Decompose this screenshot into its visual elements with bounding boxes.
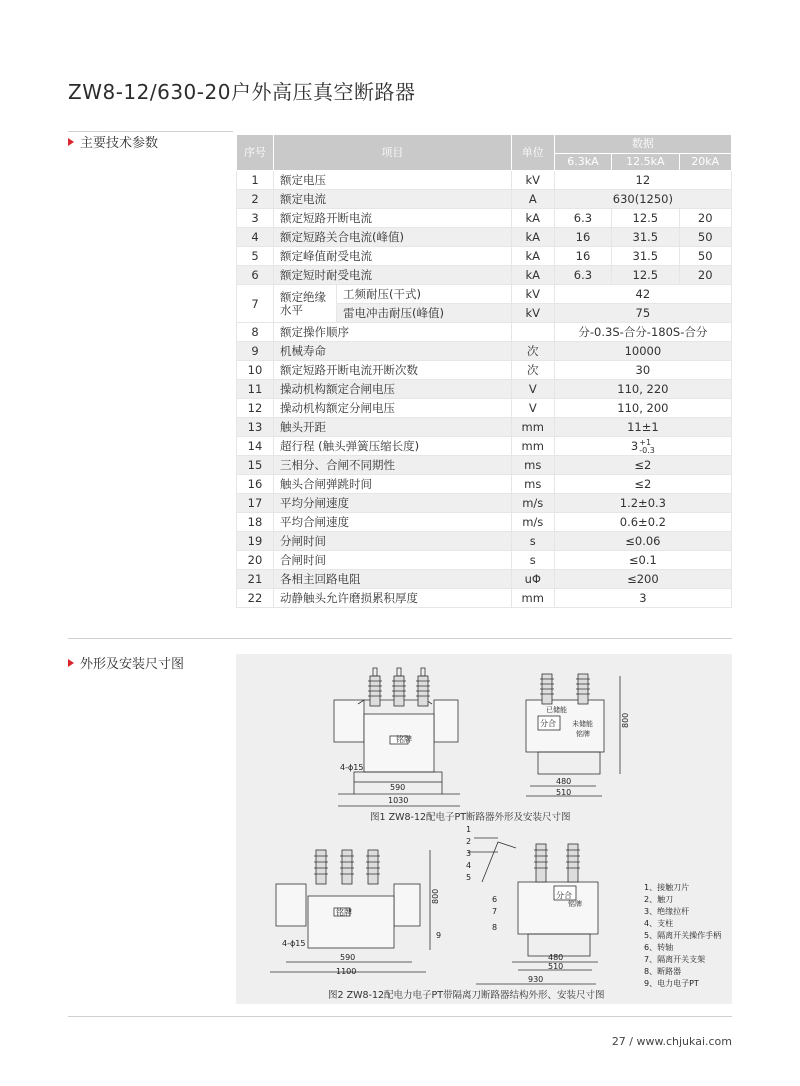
section-heading-outline	[68, 653, 184, 672]
drawing-panel	[236, 654, 732, 1004]
technical-drawings	[236, 654, 732, 1004]
legend-item: 9、电力电子PT	[644, 979, 699, 988]
table-row: 22 动静触头允许磨损累积厚度 mm 3	[237, 589, 732, 608]
fig2-nameplate2-label: 铭牌	[568, 900, 582, 908]
arrow-icon	[68, 659, 74, 667]
fig2-dim-480: 480	[548, 953, 564, 962]
fig2-caption: 图2 ZW8-12配电力电子PT带隔离刀断路器结构外形、安装尺寸图	[328, 990, 605, 1001]
fig2-dim-590: 590	[340, 953, 356, 962]
fig2-dim-1100: 1100	[336, 967, 357, 976]
header-data: 数据	[554, 135, 731, 154]
fig2-callout-9: 9	[436, 931, 442, 940]
fig2-side-view	[468, 838, 598, 984]
header-sub-20ka: 20kA	[679, 154, 732, 171]
fig1-stored-label: 已储能	[546, 706, 567, 714]
table-row: 10 额定短路开断电流开断次数 次 30	[237, 361, 732, 380]
table-row: 雷电冲击耐压(峰值) kV 75	[237, 304, 732, 323]
table-row: 14 超行程 (触头弹簧压缩长度) mm 3+1 -0.3	[237, 437, 732, 456]
page-footer: 27 / www.chjukai.com	[611, 1035, 732, 1048]
table-row: 8 额定操作顺序 分-0.3S-合分-180S-合分	[237, 323, 732, 342]
section-heading-specs	[68, 132, 158, 151]
legend-item: 2、触刀	[644, 895, 674, 904]
fig2-dim-800: 800	[431, 888, 440, 904]
header-sub-6-3ka: 6.3kA	[554, 154, 611, 171]
table-row: 19 分闸时间 s ≤0.06	[237, 532, 732, 551]
fig2-callout-7: 7	[492, 907, 498, 916]
table-row: 9 机械寿命 次 10000	[237, 342, 732, 361]
legend-item: 3、绝缘拉杆	[644, 907, 690, 916]
fig2-callout-8: 8	[492, 923, 498, 932]
fig2-callout-5: 5	[466, 873, 472, 882]
footer-divider	[68, 1016, 732, 1017]
legend-item: 6、转轴	[644, 943, 674, 952]
table-row: 20 合闸时间 s ≤0.1	[237, 551, 732, 570]
header-item: 项目	[274, 135, 512, 171]
section-divider-outline	[68, 638, 732, 639]
fig2-callout-6: 6	[492, 895, 498, 904]
table-row: 13 触头开距 mm 11±1	[237, 418, 732, 437]
legend-item: 4、支柱	[644, 919, 674, 928]
section-heading-specs-label: 主要技术参数	[80, 136, 159, 151]
header-sub-12-5ka: 12.5kA	[612, 154, 679, 171]
fig2-dim-930: 930	[528, 975, 544, 984]
overtravel-value: 3+1 -0.3	[554, 437, 731, 456]
table-row: 18 平均合闸速度 m/s 0.6±0.2	[237, 513, 732, 532]
table-row: 7 额定绝缘水平 工频耐压(干式) kV 42	[237, 285, 732, 304]
fig2-callout-2: 2	[466, 837, 472, 846]
table-row: 1 额定电压 kV 12	[237, 171, 732, 190]
fig1-unstored-label: 未储能	[572, 720, 593, 728]
table-row: 6 额定短时耐受电流 kA 6.3 12.5 20	[237, 266, 732, 285]
fig1-holes-label: 4-ϕ15	[340, 763, 364, 772]
fig1-nameplate-label: 铭牌	[396, 735, 412, 744]
legend-item: 7、隔离开关支架	[644, 955, 706, 964]
fig2-legend	[644, 882, 721, 988]
arrow-icon	[68, 138, 74, 146]
fig1-fenhe-label: 分合	[540, 719, 556, 728]
fig2-callout-3: 3	[466, 849, 472, 858]
fig2-callout-1: 1	[466, 825, 472, 834]
section-heading-outline-label: 外形及安装尺寸图	[80, 657, 185, 672]
table-row: 2 额定电流 A 630(1250)	[237, 190, 732, 209]
header-unit: 单位	[511, 135, 554, 171]
table-row: 12 操动机构额定分闸电压 V 110, 200	[237, 399, 732, 418]
fig1-dim-510: 510	[556, 788, 572, 797]
legend-item: 5、隔离开关操作手柄	[644, 931, 722, 940]
fig1-dim-480: 480	[556, 777, 572, 786]
fig2-dim-510: 510	[548, 962, 564, 971]
table-row: 5 额定峰值耐受电流 kA 16 31.5 50	[237, 247, 732, 266]
fig2-holes-label: 4-ϕ15	[282, 939, 306, 948]
table-row: 16 触头合闸弹跳时间 ms ≤2	[237, 475, 732, 494]
fig1-caption: 图1 ZW8-12配电子PT断路器外形及安装尺寸图	[370, 812, 571, 823]
table-row: 11 操动机构额定合闸电压 V 110, 220	[237, 380, 732, 399]
table-row: 21 各相主回路电阻 uΦ ≤200	[237, 570, 732, 589]
fig1-side-view	[526, 674, 620, 796]
legend-item: 8、断路器	[644, 967, 682, 976]
fig1-nameplate2-label: 铭牌	[576, 730, 590, 738]
fig1-dim-590: 590	[390, 783, 406, 792]
legend-item: 1、接触刀片	[644, 883, 690, 892]
fig2-nameplate-label: 铭牌	[336, 908, 352, 917]
table-row: 4 额定短路关合电流(峰值) kA 16 31.5 50	[237, 228, 732, 247]
fig1-dim-800: 800	[621, 712, 630, 728]
fig2-callout-4: 4	[466, 861, 472, 870]
table-row: 15 三相分、合闸不同期性 ms ≤2	[237, 456, 732, 475]
header-seq: 序号	[237, 135, 274, 171]
page-title: ZW8-12/630-20户外高压真空断路器	[68, 80, 416, 104]
fig1-dim-1030: 1030	[388, 796, 409, 805]
fig2-fenhe-label: 分合	[556, 891, 572, 900]
spec-table	[236, 134, 732, 608]
table-row: 3 额定短路开断电流 kA 6.3 12.5 20	[237, 209, 732, 228]
table-row: 17 平均分闸速度 m/s 1.2±0.3	[237, 494, 732, 513]
